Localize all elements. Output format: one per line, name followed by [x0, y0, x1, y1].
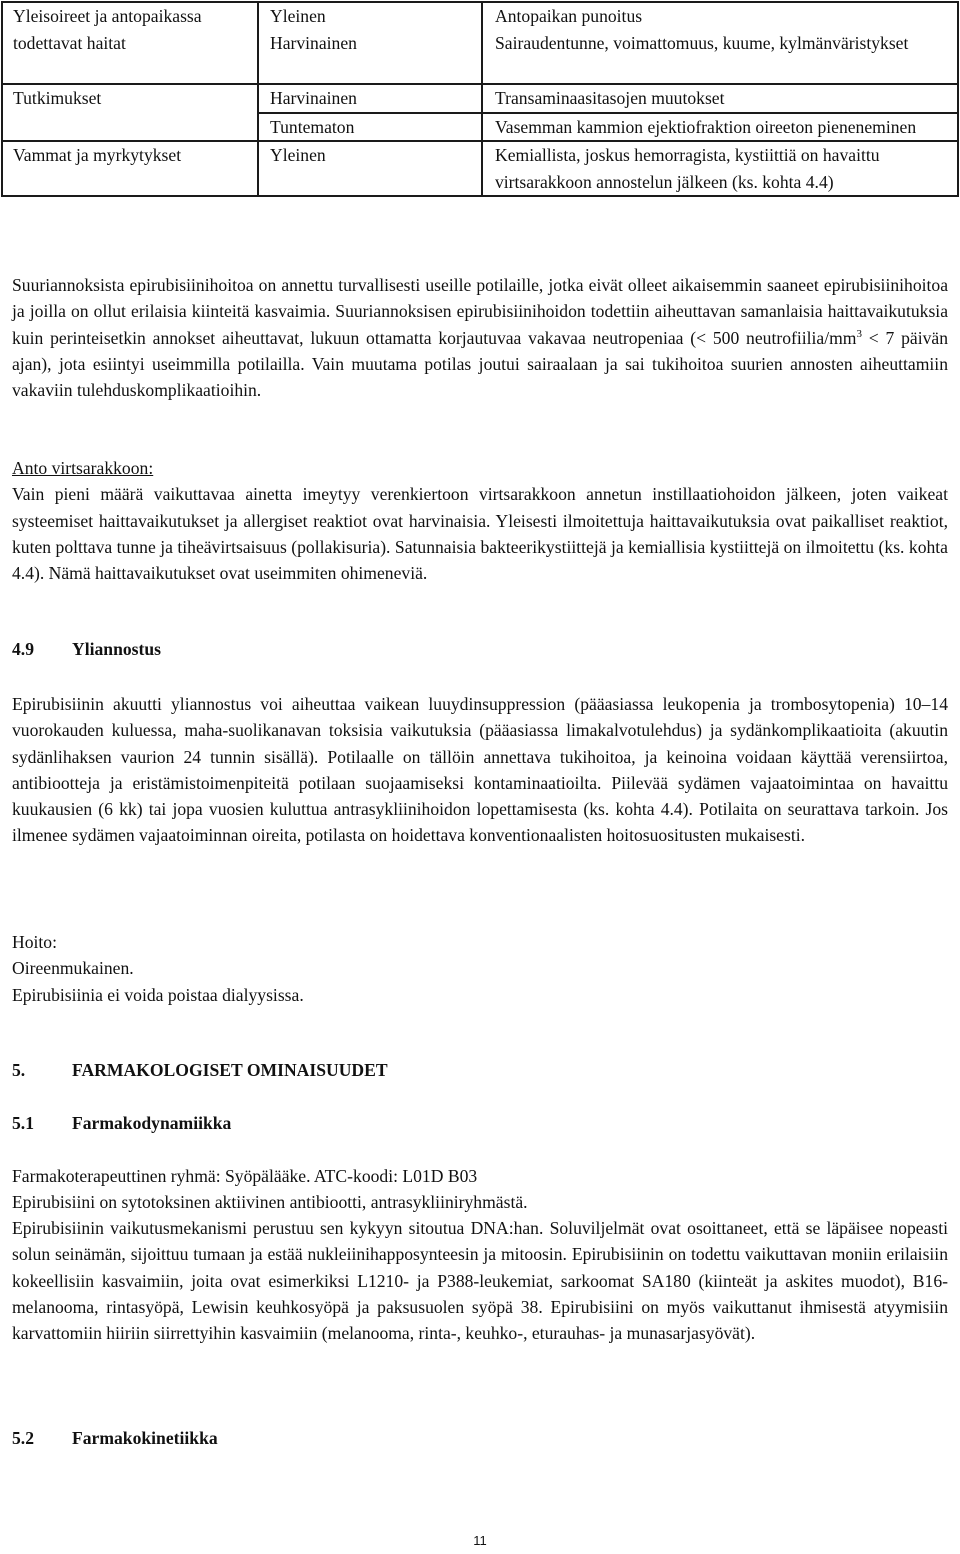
cell-text: Kemiallista, joskus hemorragista, kystiittiä on havaittu virtsarakkoon annostelun jälkeen (ks. kohta 4.4) — [495, 145, 880, 192]
cell-text: Yleinen — [270, 145, 326, 165]
section-title: Yliannostus — [72, 639, 161, 659]
table-cell-effect — [482, 84, 958, 113]
cell-text: Tuntematon — [270, 116, 355, 137]
table-cell-organ-class — [2, 113, 258, 142]
treatment-line: Epirubisiinia ei voida poistaa dialyysissa. — [12, 984, 304, 1005]
table-cell-effect — [482, 113, 958, 142]
section-number: 5.2 — [12, 1428, 34, 1448]
pharmacodynamics-lines — [12, 1163, 952, 1216]
section-number: 4.9 — [12, 639, 34, 659]
paragraph-text: < 7 päivän ajan), jota esiintyi useimmilla potilailla. Vain muutama potilas joutui sairaalaan ja sai tukihoitoa suurien annosten aiheuttamiin vakaviin tulehduskomplikaatioihin. — [12, 327, 948, 401]
section-heading-5-2 — [12, 1428, 218, 1449]
cell-text: Vammat ja myrkytykset — [13, 145, 182, 165]
table-cell-organ-class — [2, 2, 258, 84]
section-number: 5. — [12, 1060, 26, 1080]
paragraph-text: Vain pieni määrä vaikuttavaa ainetta imeytyy verenkiertoon virtsarakkoon annetun instillaatiohoidon jälkeen, joten vaikeat systeemiset haittavaikutukset ja allergiset reaktiot ovat harvinaisia. Yleisesti ilmoitettuja haittavaikutuksia ovat paikalliset reaktiot, kuten polttava tunne ja tiheävirtsaisuus (pollakisuria). Satunnaisia bakteerikystiittejä ja kemiallisia kystiittejä on ilmoitettu (ks. kohta 4.4). Nämä haittavaikutukset ovat useimmiten ohimeneviä. — [12, 484, 948, 584]
paragraph-text: Suuriannoksista epirubisiinihoitoa on annettu turvallisesti useille potilaille, jotka eivät olleet aikaisemmin saaneet epirubisiinihoitoa ja joilla on ollut erilaisia kiinteitä kasvaimia. Suuriannoksisen epirubisiinihoidon todettiin aiheuttavan samanlaisia haittavaikutuksia kuin perinteisetkin annokset aiheuttavat, lukuun ottamatta korjautuvaa vakavaa neutropeniaa (< 500 neutrofiilia/mm — [12, 275, 948, 348]
paragraph-text: Epirubisiinin akuutti yliannostus voi aiheuttaa vaikean luuydinsuppression (pääasiassa leukopenia ja trombosytopenia) 10–14 vuorokauden kuluessa, maha-suolikanavan toksisia vaikutuksia (pääasiassa limakalvotulehdus) ja sydänkomplikaatioita (akuutin sydänlihaksen vaurion 24 tunnin sisällä). Potilaalle on tällöin annettava tukihoitoa, ja keinoina voidaan käyttää verensiirtoa, antibiootteja ja eristämistoimenpiteitä potilaan suojaamiseksi kontaminaatioilta. Piilevää sydämen vajaatoimintaa on havaittu kuukausien (6 kk) tai jopa vuosien kuluttua antrasykliinihoidon lopettamisesta (ks. kohta 4.4). Potilaita on seurattava tarkoin. Jos ilmenee sydämen vajaatoiminnan oireita, potilasta on hoidettava konventionaalisten hoitosuositusten mukaisesti. — [12, 694, 948, 846]
pharmacodynamics-paragraph — [12, 1215, 948, 1346]
table-cell-organ-class — [2, 84, 258, 113]
section-title: Farmakodynamiikka — [72, 1113, 232, 1133]
cell-text: Antopaikan punoitus Sairaudentunne, voimattomuus, kuume, kylmänväristykset — [495, 6, 909, 53]
table-cell-frequency — [258, 141, 482, 196]
table-cell-frequency — [258, 113, 482, 142]
paragraph-text: Epirubisiinin vaikutusmekanismi perustuu sen kykyyn sitoutua DNA:han. Soluviljelmät ovat osoittaneet, että se läpäisee nopeasti solun seinämän, sijoittuu tumaan ja estää nukleiinihapposynteesin ja mitoosin. Epirubisiinin on todettu vaikuttavan moniin erilaisiin kokeellisiin kasvaimiin, joita ovat esimerkiksi L1210- ja P388-leukemiat, sarkoomat SA180 (kiinteät ja askites muodot), B16-melanooma, rintasyöpä, Lewisin keuhkosyöpä ja paksusuolen syöpä 38. Epirubisiini on myös vaikuttanut ihmisestä atyymisiin karvattomiin hiiriin siirrettyihin kasvaimiin (melanooma, rinta-, keuhko-, eturauhas- ja munasarjasyövät). — [12, 1218, 948, 1344]
bladder-section — [12, 455, 948, 586]
section-title: Farmakokinetiikka — [72, 1428, 218, 1448]
page-number: 11 — [473, 1533, 487, 1548]
table-row — [2, 113, 958, 142]
section-heading-5-1 — [12, 1113, 231, 1134]
bladder-heading: Anto virtsarakkoon: — [12, 458, 154, 478]
table-row — [2, 2, 958, 84]
table-cell-frequency — [258, 84, 482, 113]
table-cell-effect — [482, 2, 958, 84]
section-heading-4-9 — [12, 639, 161, 660]
pd-line: Epirubisiini on sytotoksinen aktiivinen antibiootti, antrasykliiniryhmästä. — [12, 1192, 528, 1213]
superscript: 3 — [856, 327, 862, 340]
pd-line: Farmakoterapeuttinen ryhmä: Syöpälääke. ATC-koodi: L01D B03 — [12, 1166, 478, 1186]
treatment-line: Oireenmukainen. — [12, 958, 134, 979]
adverse-effects-table — [1, 1, 959, 197]
treatment-label: Hoito: — [12, 932, 57, 952]
table-row — [2, 84, 958, 113]
table-cell-frequency — [258, 2, 482, 84]
cell-text: Yleinen Harvinainen — [270, 6, 357, 53]
table-cell-organ-class — [2, 141, 258, 196]
cell-text: Yleisoireet ja antopaikassa todettavat haitat — [13, 6, 202, 53]
cell-text: Harvinainen — [270, 88, 357, 108]
high-dose-paragraph — [12, 272, 948, 403]
cell-text: Vasemman kammion ejektiofraktion oireeton pieneneminen — [495, 116, 917, 137]
table-row — [2, 141, 958, 196]
section-heading-5 — [12, 1060, 388, 1081]
table-cell-effect — [482, 141, 958, 196]
cell-text: Transaminaasitasojen muutokset — [495, 88, 725, 108]
cell-text: Tutkimukset — [13, 88, 102, 108]
section-title: FARMAKOLOGISET OMINAISUUDET — [72, 1060, 388, 1080]
overdose-paragraph — [12, 691, 948, 849]
treatment-block — [12, 929, 952, 1008]
section-number: 5.1 — [12, 1113, 34, 1133]
